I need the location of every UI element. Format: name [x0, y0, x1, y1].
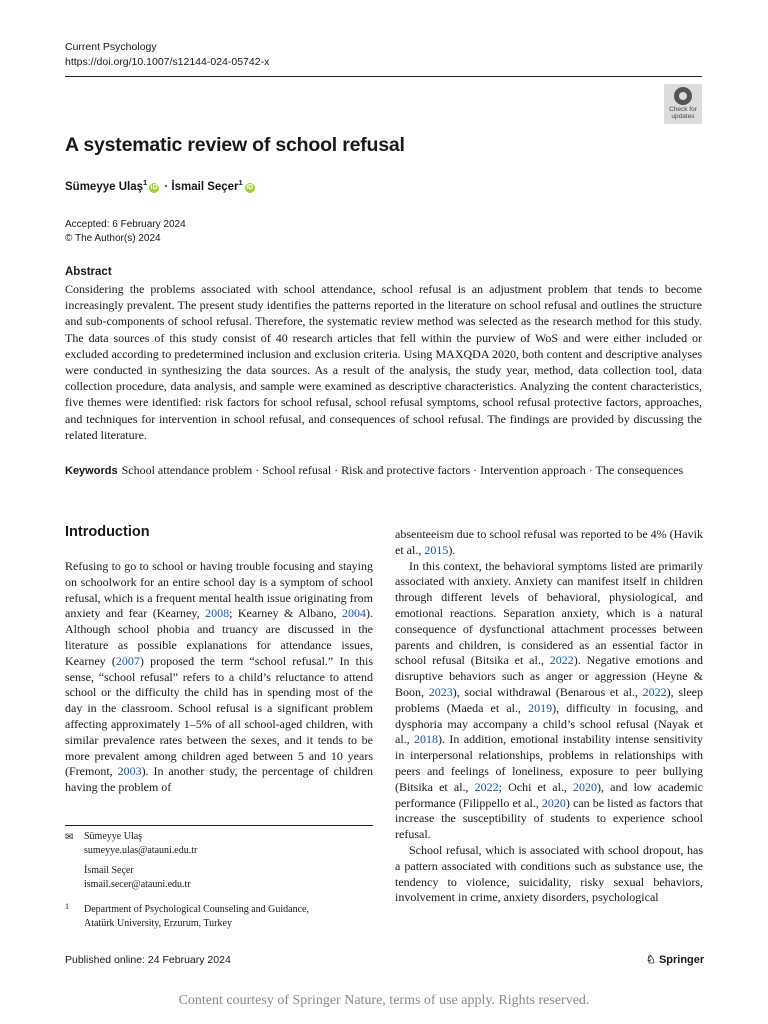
accepted-date: Accepted: 6 February 2024: [65, 219, 186, 230]
citation-link[interactable]: 2020: [541, 795, 566, 810]
body-text: ). In another study, the percentage of children having the problem of: [65, 764, 373, 795]
affiliation: Department of Psychological Counseling and Guidance, Atatürk University, Erzurum, Turkey: [84, 904, 309, 929]
body-text: School refusal, which is associated with school dropout, has a pattern associated with conditions such as substance use, the tendency to violence, suicidality, risky sexual behaviors, involvement in crime, anxiety disorders, psychological: [395, 842, 703, 905]
paragraph: [395, 559, 703, 843]
keywords: [65, 462, 702, 479]
citation-link[interactable]: 2004: [341, 606, 366, 621]
footnote-rule: [65, 825, 373, 826]
envelope-icon: ✉: [65, 832, 74, 843]
citation-link[interactable]: 2022: [474, 779, 499, 794]
article-dates: [65, 218, 186, 246]
author-email[interactable]: ismail.secer@atauni.edu.tr: [84, 878, 191, 890]
author-name[interactable]: İsmail Seçer: [171, 180, 239, 193]
author-list: Sümeyye Ulaş$^1$iD · İsmail Seçer$^1$iD: [65, 178, 254, 193]
citation-link[interactable]: 2018: [414, 732, 439, 747]
check-for-updates-badge[interactable]: [664, 84, 702, 124]
citation-link[interactable]: 2008: [205, 606, 230, 621]
citation-link[interactable]: 2007: [115, 653, 140, 668]
body-text: Refusing to go to school or having trouble focusing and staying on schoolwork for an entire school day is a symptom of school refusal, which is a frequent mental health issue originating from anxiety and fear (Kearney,: [65, 559, 373, 621]
body-text: ). Although school phobia and truancy are discussed in the literature as possible explanations for attendance issues, Kearney (: [65, 606, 373, 668]
courtesy-notice: Content courtesy of Springer Nature, terms of use apply. Rights reserved.: [178, 993, 590, 1008]
author-email[interactable]: sumeyye.ulas@atauni.edu.tr: [84, 844, 198, 856]
check-updates-label: Check for updates: [669, 106, 697, 120]
citation-link[interactable]: 2003: [117, 764, 142, 779]
citation-link[interactable]: 2019: [528, 700, 553, 715]
published-online: Published online: 24 February 2024: [65, 954, 231, 966]
publisher-logo: ♘ Springer: [646, 954, 705, 966]
journal-name: Current Psychology: [65, 41, 157, 53]
body-column-right: [395, 527, 703, 906]
abstract-heading: Abstract: [65, 266, 112, 278]
body-text: ) proposed the term “school refusal.” In this sense, “school refusal” refers to a child’s reluctance to attend school or the difficulty the child has in spending most of the day in the classroom. School refusal is a significant problem affecting approximately 1–5% of all school-aged children, with similar prevalence rates between the sexes, and it tends to be more prevalent among children aged between 5 and 10 years (Fremont,: [65, 653, 373, 779]
keywords-label: Keywords: [65, 465, 118, 477]
affiliation-number: 1: [65, 902, 69, 911]
paragraph: [395, 843, 703, 906]
second-author-contact: [84, 864, 392, 891]
body-text: ).: [448, 542, 456, 557]
body-text: ; Kearney & Albano,: [229, 606, 342, 621]
body-text: ), and low academic performance (Filippello et al.,: [395, 779, 703, 810]
paragraph: [65, 559, 373, 796]
orcid-icon[interactable]: iD: [150, 183, 158, 191]
abstract-text: Considering the problems associated with school attendance, school refusal is an adjustment problem that tends to become increasingly prevalent. The present study identifies the patterns reported in the literature on school refusal and outlines the structure and sub-components of school refusal. Therefore, the systematic review method was selected as the research method for this study. The data sources of this study consist of 40 research articles that fell within the purview of WoS and were either included or excluded according to predetermined inclusion and exclusion criteria. Using MAXQDA 2020, both content and descriptive analyses were conducted in synthesizing the data sources. As a result of the analysis, the study year, method, data collection tool, data collection procedure, data analysis, and sample were examined as descriptive characteristics. Analyzing the content characteristics, five themes were identified: risk factors for school refusal, school refusal symptoms, school refusal protective factors, approaches, and techniques for intervention in school refusal, and consequences of school refusal. The findings are provided by discussing the related literature.: [65, 282, 702, 442]
citation-link[interactable]: 2020: [573, 779, 598, 794]
copyright-line: © The Author(s) 2024: [65, 233, 161, 244]
check-updates-icon: [674, 87, 692, 105]
keywords-text: School attendance problem · School refusal · Risk and protective factors · Intervention approach · The consequences: [121, 463, 684, 477]
citation-link[interactable]: 2022: [549, 653, 574, 668]
springer-horse-icon: ♘: [646, 954, 656, 966]
body-text: ). In addition, emotional instability intense sensitivity in interpersonal relationships, problems in relationships with peers and feelings of loneliness, exposure to peer bullying (Bitsika et al.,: [395, 732, 703, 794]
paragraph: [395, 527, 703, 559]
orcid-icon[interactable]: iD: [246, 183, 254, 191]
body-column-left: [65, 559, 373, 796]
doi-link[interactable]: https://doi.org/10.1007/s12144-024-05742-x: [65, 56, 270, 68]
header-rule: [65, 76, 702, 77]
body-text: ; Ochi et al.,: [498, 779, 574, 794]
body-text: ), social withdrawal (Benarous et al.,: [452, 684, 643, 699]
body-text: ) can be listed as factors that increase the susceptibility of students to experience school refusal.: [395, 795, 703, 842]
body-text: ). Negative emotions and disruptive behaviors such as anger or aggression (Heyne & Boon,: [395, 653, 703, 699]
author-name[interactable]: Sümeyye Ulaş: [65, 180, 143, 193]
body-text: ), sleep problems (Maeda et al.,: [395, 684, 703, 715]
author-name: İsmail Seçer: [84, 865, 134, 876]
section-heading-introduction: Introduction: [65, 524, 150, 540]
author-name: Sümeyye Ulaş: [84, 831, 143, 842]
article-title: A systematic review of school refusal: [65, 134, 405, 156]
body-text: In this context, the behavioral symptoms listed are primarily associated with anxiety. Anxiety can manifest itself in children through different levels of behavioral, physiological, and emotional reactions. Separation anxiety, which is a natural consequence of dysfunctional attachment processes between parents and children, is considered as an essential factor in school refusal (Bitsika et al.,: [395, 558, 703, 668]
corresponding-author: [84, 830, 392, 857]
citation-link[interactable]: 2023: [428, 684, 453, 699]
body-text: ), difficulty in focusing, and dysphoria may accompany a child’s school refusal (Nayak et al.,: [395, 700, 704, 747]
citation-link[interactable]: 2022: [642, 684, 667, 699]
body-text: absenteeism due to school refusal was reported to be 4% (Havik et al.,: [395, 527, 703, 557]
citation-link[interactable]: 2015: [424, 542, 449, 557]
journal-header: [65, 40, 269, 70]
